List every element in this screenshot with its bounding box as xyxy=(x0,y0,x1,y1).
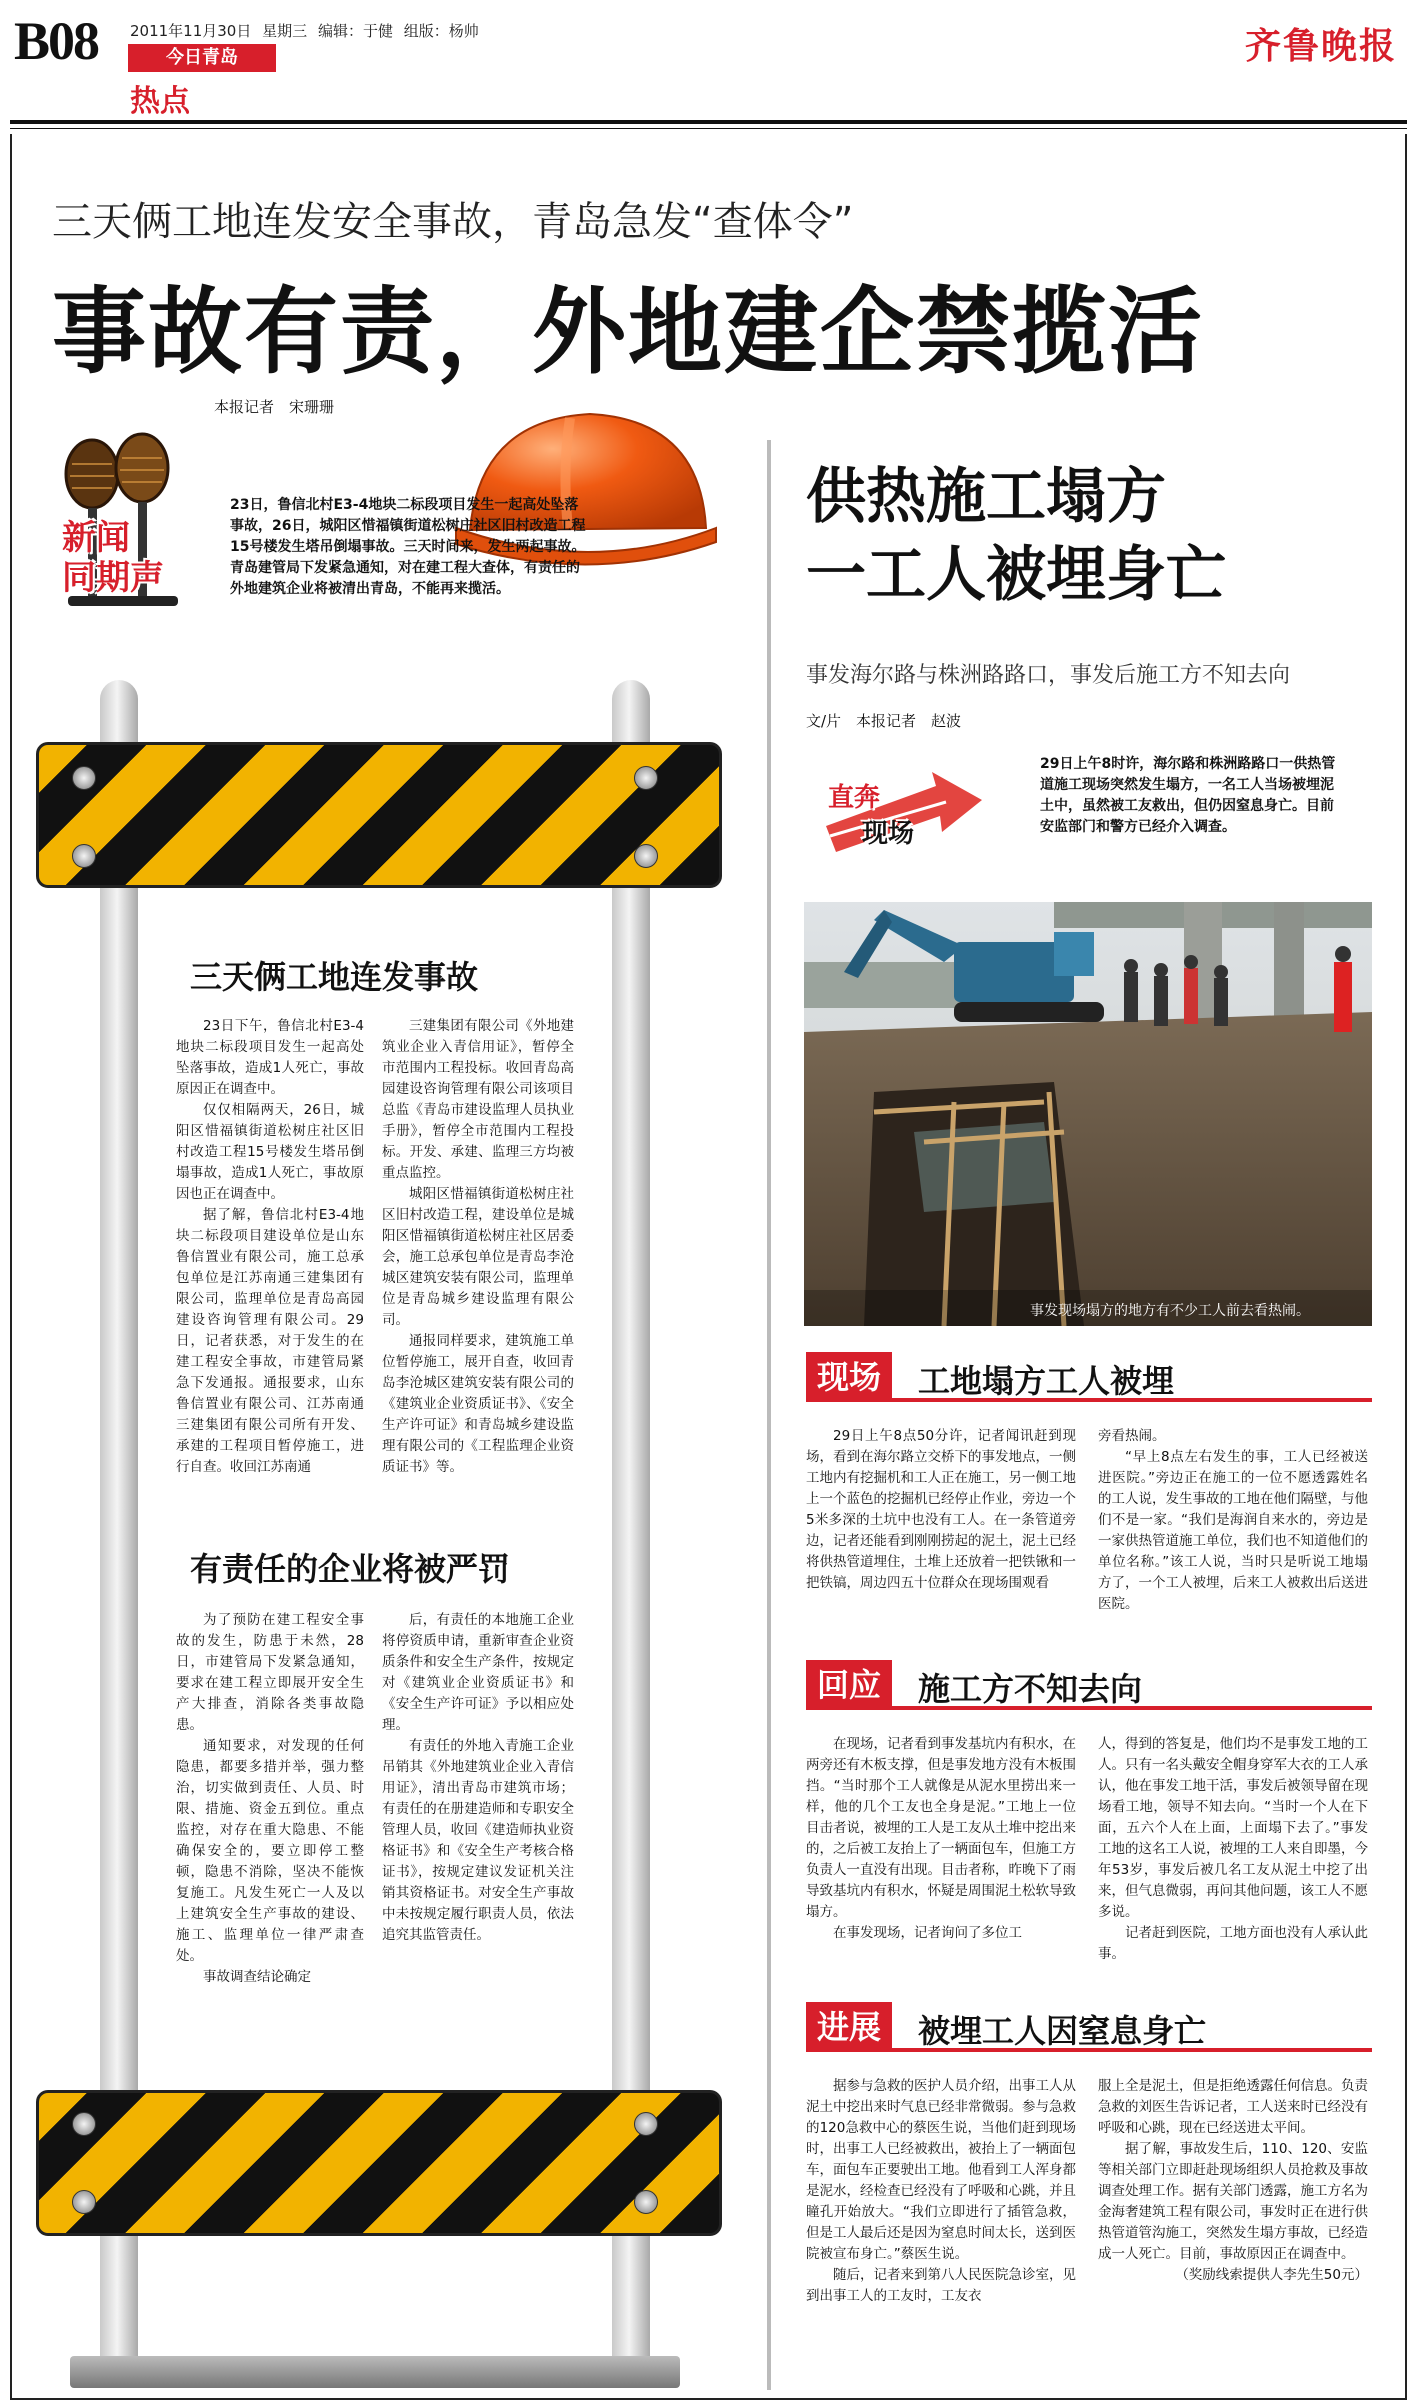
header-rule xyxy=(10,120,1407,124)
paragraph: 据了解，鲁信北村E3-4地块二标段项目建设单位是山东鲁信置业有限公司，施工总承包单位是江苏南通三建集团有限公司，监理单位是青岛高园建设咨询管理有限公司。29日，记者获悉，对于发生的在建工程安全事故，市建管局紧急下发通报。通报要求，山东鲁信置业有限公司、江苏南通三建集团有限公司所有开发、承建的工程项目暂停施工，进行自查。收回江苏南通 xyxy=(176,1207,364,1475)
barrier-stripe-bottom xyxy=(36,2090,722,2236)
response-column-2 xyxy=(1098,1734,1368,1965)
side-headline xyxy=(806,458,1226,614)
progress-column-2 xyxy=(1098,2076,1368,2286)
header-meta xyxy=(130,20,479,41)
paragraph: 在事发现场，记者询问了多位工 xyxy=(833,1925,1022,1941)
paragraph: 三建集团有限公司《外地建筑业企业入青信用证》，暂停全市范围内工程投标。收回青岛高园建设咨询管理有限公司该项目总监《青岛市建设监理人员执业手册》，暂停全市范围内工程投标。开发、承建、监理三方均被重点监控。 xyxy=(382,1018,574,1181)
page-code: B08 xyxy=(14,11,99,71)
section-title: 热点 xyxy=(130,84,190,119)
onsite-column-1 xyxy=(806,1426,1076,1594)
section1-title: 三天俩工地连发事故 xyxy=(190,958,479,996)
header-rule-thin xyxy=(10,128,1407,129)
side-headline-line-1: 供热施工塌方 xyxy=(806,462,1166,532)
main-article-body xyxy=(142,900,612,2088)
frame-right xyxy=(1405,134,1407,2400)
main-byline: 本报记者 宋珊珊 xyxy=(214,398,335,416)
main-intro: 23日，鲁信北村E3-4地块二标段项目发生一起高处坠落事故，26日，城阳区惜福镇街道松树庄社区旧村改造工程15号楼发生塔吊倒塌事故。三天时间来，发生两起事故。青岛建管局下发紧急通知，对在建工程大查体，有责任的外地建筑企业将被清出青岛，不能再来揽活。 xyxy=(230,497,586,597)
side-deck: 事发海尔路与株洲路路口，事发后施工方不知去向 xyxy=(806,663,1291,688)
section2-column-2 xyxy=(382,1610,574,1946)
paragraph: 事故调查结论确定 xyxy=(203,1969,311,1985)
onsite-badge xyxy=(816,766,986,866)
section1-column-1 xyxy=(176,1016,364,1478)
barrier-stripe-top xyxy=(36,742,722,888)
onsite-column-2 xyxy=(1098,1426,1368,1615)
bolt-icon xyxy=(72,844,96,868)
issue-date: 2011年11月30日 xyxy=(130,22,252,40)
paragraph: 据参与急救的医护人员介绍，出事工人从泥土中挖出来时气息已经非常微弱。参与急救的120急救中心的蔡医生说，当他们赶到现场时，出事工人已经被救出，被抬上了一辆面包车，面包车正要驶出工地。他看到工人浑身都是泥水，经检查已经没有了呼吸和心跳，并且瞳孔开始放大。“我们立即进行了插管急救，但是工人最后还是因为窒息时间太长，送到医院被宣布身亡。”蔡医生说。 xyxy=(806,2078,1076,2262)
bolt-icon xyxy=(72,2112,96,2136)
bolt-icon xyxy=(634,766,658,790)
tip-credit: （奖励线索提供人李先生50元） xyxy=(1175,2267,1368,2283)
paragraph: 后，有责任的本地施工企业将停资质申请，重新审查企业资质条件和安全生产条件，按规定对《建筑业企业资质证书》和《安全生产许可证》予以相应处理。 xyxy=(382,1612,574,1733)
layout-credit: 组版：杨帅 xyxy=(403,22,479,40)
paragraph: 通报同样要求，建筑施工单位暂停施工，展开自查，收回青岛李沧城区建筑安装有限公司的《建筑业企业资质证书》、《安全生产许可证》和青岛城乡建设监理有限公司的《工程监理企业资质证书》等。 xyxy=(382,1333,574,1475)
paragraph: 有责任的外地入青施工企业吊销其《外地建筑业企业入青信用证》，清出青岛市建筑市场；有责任的在册建造师和专职安全管理人员，收回《建造师执业资格证书》和《安全生产考核合格证书》，按规定建议发证机关注销其资格证书。对安全生产事故中未按规定履行职责人员，依法追究其监管责任。 xyxy=(382,1738,574,1943)
paragraph: 随后，记者来到第八人民医院急诊室，见到出事工人的工友时，工友衣 xyxy=(806,2267,1076,2304)
photo-illustration xyxy=(804,902,1372,1326)
label-response: 回应 xyxy=(806,1660,892,1710)
paragraph: 人，得到的答复是，他们均不是事发工地的工人。只有一名头戴安全帽身穿军大衣的工人承认，他在事发工地干活，事发后被领导留在现场看工地，领导不知去向。“当时一个人在下面，五六个人在上面，上面塌下去了。”事发工地的这名工人说，被埋的工人来自即墨，今年53岁，事发后被几名工友从泥土中挖了出来，但气息微弱，再问其他问题，该工人不愿多说。 xyxy=(1098,1736,1368,1920)
paragraph: 通知要求，对发现的任何隐患，都要多措并举，强力整治，切实做到责任、人员、时限、措施、资金五到位。重点监控，对存在重大隐患、不能确保安全的，要立即停工整顿，隐患不消除，坚决不能恢复施工。凡发生死亡一人及以上建筑安全生产事故的建设、施工、监理单位一律严肃查处。 xyxy=(176,1738,364,1964)
section-tag: 今日青岛 xyxy=(128,44,276,72)
paragraph: 服上全是泥土，但是拒绝透露任何信息。负责急救的刘医生告诉记者，工人送来时已经没有呼吸和心跳，现在已经送进太平间。 xyxy=(1098,2078,1368,2136)
paragraph: 城阳区惜福镇街道松树庄社区旧村改造工程，建设单位是城阳区惜福镇街道松树庄社区居委会，施工总承包单位是青岛李沧城区建筑安装有限公司，监理单位是青岛城乡建设监理有限公司。 xyxy=(382,1186,574,1328)
onsite-badge-line-2: 现场 xyxy=(862,819,915,849)
bolt-icon xyxy=(634,844,658,868)
paragraph: 旁看热闹。 xyxy=(1098,1428,1166,1444)
frame-bottom xyxy=(10,2398,1407,2400)
newspaper-brand: 齐鲁晚报 xyxy=(1244,25,1397,67)
section-onsite-title: 工地塌方工人被埋 xyxy=(918,1362,1175,1400)
side-headline-line-2: 一工人被埋身亡 xyxy=(806,540,1226,610)
column-divider xyxy=(767,440,771,2390)
badge-line-2: 同期声 xyxy=(62,558,164,598)
paragraph: 为了预防在建工程安全事故的发生，防患于未然，28日，市建管局下发紧急通知，要求在建工程立即展开安全生产大排查，消除各类事故隐患。 xyxy=(176,1612,364,1733)
badge-line-1: 新闻 xyxy=(62,518,130,558)
photo-caption: 事发现场塌方的地方有不少工人前去看热闹。 xyxy=(1030,1303,1310,1319)
paragraph: 据了解，事故发生后，110、120、安监等相关部门立即赶赴现场组织人员抢救及事故调查处理工作。据有关部门透露，施工方名为金海奢建筑工程有限公司，事发时正在进行供热管道管沟施工，突然发生塌方事故，已经造成一人死亡。目前，事故原因正在调查中。 xyxy=(1098,2141,1368,2262)
paragraph: 在现场，记者看到事发基坑内有积水，在两旁还有木板支撑，但是事发地方没有木板围挡。“当时那个工人就像是从泥水里捞出来一样，他的几个工友也全身是泥。”工地上一位目击者说，被埋的工人是工友从土堆中挖出来的，之后被工友抬上了一辆面包车，但施工方负责人一直没有出现。目击者称，昨晚下了雨导致基坑内有积水，怀疑是周围泥土松软导致塌方。 xyxy=(806,1736,1076,1920)
section-response-title: 施工方不知去向 xyxy=(918,1670,1143,1708)
paragraph: 仅仅相隔两天，26日，城阳区惜福镇街道松树庄社区旧村改造工程15号楼发生塔吊倒塌事故，造成1人死亡，事故原因也正在调查中。 xyxy=(176,1102,364,1202)
section1-column-2 xyxy=(382,1016,574,1478)
section-progress-title: 被埋工人因窒息身亡 xyxy=(918,2012,1207,2050)
progress-column-1 xyxy=(806,2076,1076,2307)
bolt-icon xyxy=(634,2112,658,2136)
barrier-base xyxy=(70,2356,680,2388)
label-progress: 进展 xyxy=(806,2002,892,2052)
section2-title: 有责任的企业将被严罚 xyxy=(190,1550,511,1588)
onsite-badge-line-1: 直奔 xyxy=(828,783,881,813)
paragraph: 29日上午8点50分许，记者闻讯赶到现场，看到在海尔路立交桥下的事发地点，一侧工地内有挖掘机和工人正在施工，另一侧工地上一个蓝色的挖掘机已经停止作业，旁边一个5米多深的土坑中也没有工人。在一条管道旁边，记者还能看到刚刚捞起的泥土，泥土已经将供热管道埋住，土堆上还放着一把铁锹和一把铁镐，周边四五十位群众在现场围观看 xyxy=(806,1428,1076,1591)
bolt-icon xyxy=(634,2190,658,2214)
side-byline: 文/片 本报记者 赵波 xyxy=(806,712,962,730)
editor-credit: 编辑：于健 xyxy=(317,22,393,40)
bolt-icon xyxy=(72,766,96,790)
paragraph: 23日下午，鲁信北村E3-4地块二标段项目发生一起高处坠落事故，造成1人死亡，事故原因正在调查中。 xyxy=(176,1018,364,1097)
issue-weekday: 星期三 xyxy=(262,22,308,40)
paragraph: 记者赶到医院，工地方面也没有人承认此事。 xyxy=(1098,1925,1368,1962)
main-kicker: 三天俩工地连发安全事故，青岛急发“查体令” xyxy=(52,199,854,245)
news-badge xyxy=(38,428,218,618)
main-headline: 事故有责，外地建企禁揽活 xyxy=(52,278,1205,387)
bolt-icon xyxy=(72,2190,96,2214)
paragraph: “早上8点左右发生的事，工人已经被送进医院。”旁边正在施工的一位不愿透露姓名的工人说，发生事故的工地在他们隔壁，与他们不是一家。“我们是海润自来水的，旁边是一家供热管道施工单位，我们也不知道他们的单位名称。”该工人说，当时只是听说工地塌方了，一个工人被埋，后来工人被救出后送进医院。 xyxy=(1098,1449,1368,1612)
section2-column-1 xyxy=(176,1610,364,1988)
accident-scene-photo xyxy=(804,902,1372,1326)
frame-left xyxy=(10,134,12,2400)
label-onsite: 现场 xyxy=(806,1352,892,1402)
side-intro: 29日上午8时许，海尔路和株洲路路口一供热管道施工现场突然发生塌方，一名工人当场被埋泥土中，虽然被工友救出，但仍因窒息身亡。目前安监部门和警方已经介入调查。 xyxy=(1040,756,1336,835)
response-column-1 xyxy=(806,1734,1076,1944)
